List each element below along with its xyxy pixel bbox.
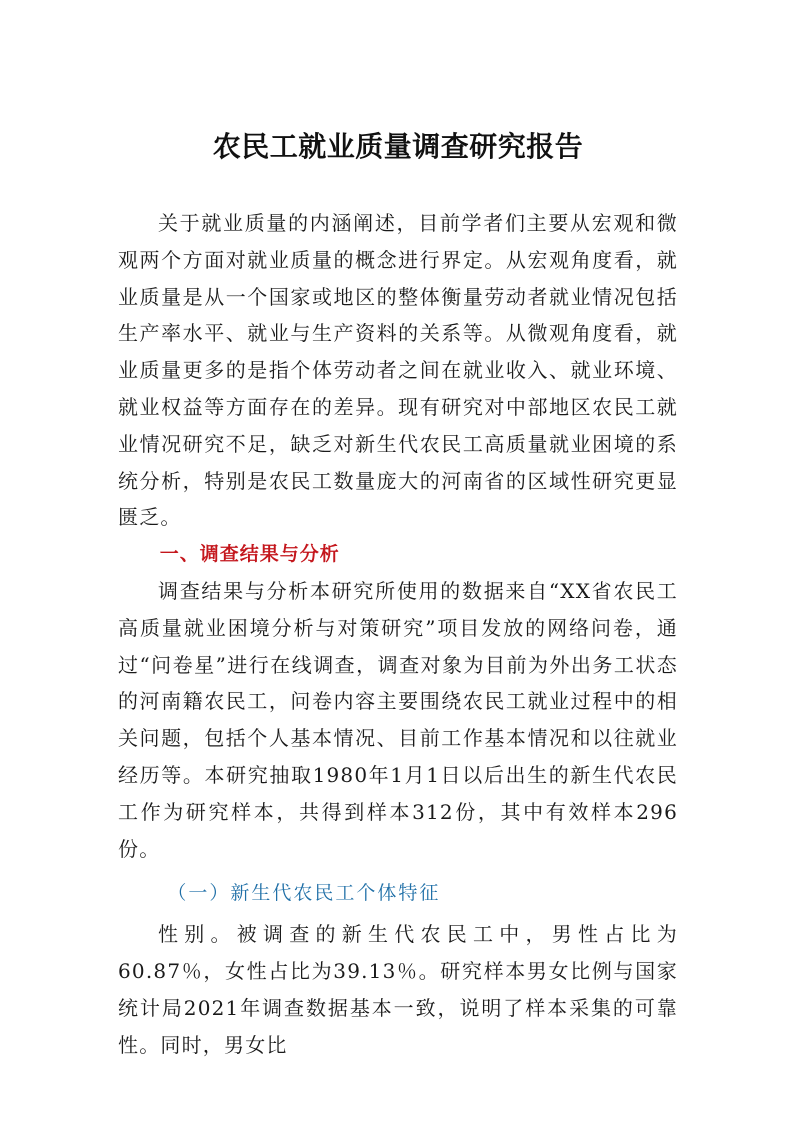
section-paragraph-results: 调查结果与分析本研究所使用的数据来自“XX省农民工高质量就业困境分析与对策研究”项目发放的网络问卷，通过“问卷星”进行在线调查，调查对象为目前为外出务工状态的河南籍农民工，问卷内容主要围绕农民工就业过程中的相关问题，包括个人基本情况、目前工作基本情况和以往就业经历等。本研究抽取1980年1月1日以后出生的新生代农民工作为研究样本，共得到样本312份，其中有效样本296份。 [118, 578, 678, 861]
intro-paragraph: 关于就业质量的内涵阐述，目前学者们主要从宏观和微观两个方面对就业质量的概念进行界定。从宏观角度看，就业质量是从一个国家或地区的整体衡量劳动者就业情况包括生产率水平、就业与生产资料的关系等。从微观角度看，就业质量更多的是指个体劳动者之间在就业收入、就业环境、就业权益等方面存在的差异。现有研究对中部地区农民工就业情况研究不足，缺乏对新生代农民工高质量就业困境的系统分析，特别是农民工数量庞大的河南省的区域性研究更显匮乏。 [118, 211, 678, 530]
section-heading-results: 一、调查结果与分析 [159, 543, 340, 566]
subsection-paragraph-gender: 性别。被调查的新生代农民工中，男性占比为60.87％，女性占比为39.13％。研究样本男女比例与国家统计局2021年调查数据基本一致，说明了样本采集的可靠性。同时，男女比 [118, 922, 678, 1057]
subsection-heading-individual-characteristics: （一）新生代农民工个体特征 [167, 882, 441, 905]
document-title: 农民工就业质量调查研究报告 [212, 130, 584, 163]
